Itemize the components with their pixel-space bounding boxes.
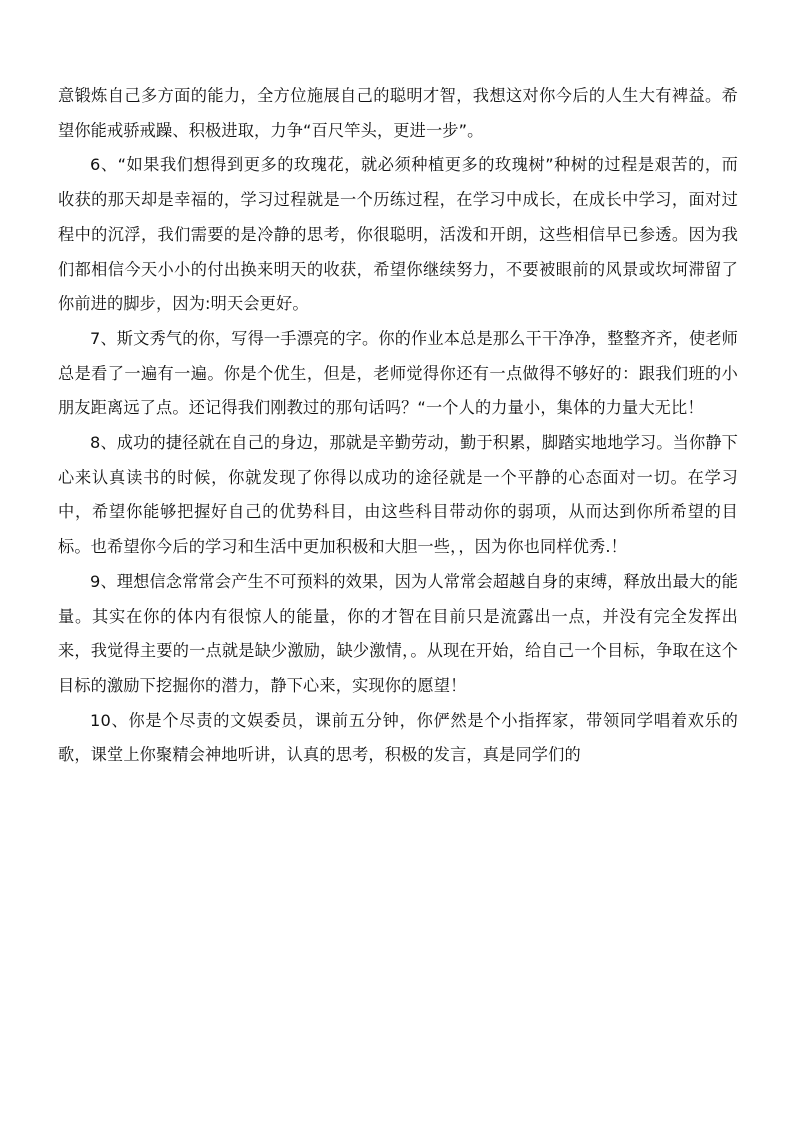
paragraph-comment-9 bbox=[58, 565, 738, 704]
paragraph-text: 7、斯文秀气的你，写得一手漂亮的字。你的作业本总是那么干干净净，整整齐齐，使老师总是看了一遍有一遍。你是个优生，但是，老师觉得你还有一点做得不够好的：跟我们班的小朋友距离远了点。还记得我们刚教过的那句话吗？“一个人的力量小，集体的力量大无比！ bbox=[58, 328, 738, 418]
paragraph-comment-8 bbox=[58, 426, 738, 565]
paragraph-comment-6 bbox=[58, 148, 738, 322]
paragraph-text: 9、理想信念常常会产生不可预料的效果，因为人常常会超越自身的束缚，释放出最大的能量。其实在你的体内有很惊人的能量，你的才智在目前只是流露出一点，并没有完全发挥出来，我觉得主要的一点就是缺少激励，缺少激情，。从现在开始，给自己一个目标，争取在这个目标的激励下挖掘你的潜力，静下心来，实现你的愿望！ bbox=[58, 571, 738, 695]
paragraph-continued bbox=[58, 79, 738, 148]
paragraph-text: 意锻炼自己多方面的能力，全方位施展自己的聪明才智，我想这对你今后的人生大有裨益。希望你能戒骄戒躁、积极进取，力争“百尺竿头，更进一步”。 bbox=[58, 86, 738, 140]
paragraph-text: 10、你是个尽责的文娱委员，课前五分钟，你俨然是个小指挥家，带领同学唱着欢乐的歌，课堂上你聚精会神地听讲，认真的思考，积极的发言，真是同学们的 bbox=[58, 710, 738, 765]
paragraph-comment-7 bbox=[58, 322, 738, 426]
paragraph-text: 8、成功的捷径就在自己的身边，那就是辛勤劳动，勤于积累，脚踏实地地学习。当你静下心来认真读书的时候，你就发现了你得以成功的途径就是一个平静的心态面对一切。在学习中，希望你能够把握好自己的优势科目，由这些科目带动你的弱项，从而达到你所希望的目标。也希望你今后的学习和生活中更加积极和大胆一些，，因为你也同样优秀.！ bbox=[58, 433, 738, 557]
paragraph-text: 6、“如果我们想得到更多的玫瑰花，就必须种植更多的玫瑰树”种树的过程是艰苦的，而收获的那天却是幸福的，学习过程就是一个历练过程，在学习中成长，在成长中学习，面对过程中的沉浮，我们需要的是冷静的思考，你很聪明，活泼和开朗，这些相信早已参透。因为我们都相信今天小小的付出换来明天的收获，希望你继续努力，不要被眼前的风景或坎坷滞留了你前进的脚步，因为:明天会更好。 bbox=[58, 155, 738, 314]
document-body bbox=[58, 79, 738, 773]
paragraph-comment-10 bbox=[58, 704, 738, 773]
